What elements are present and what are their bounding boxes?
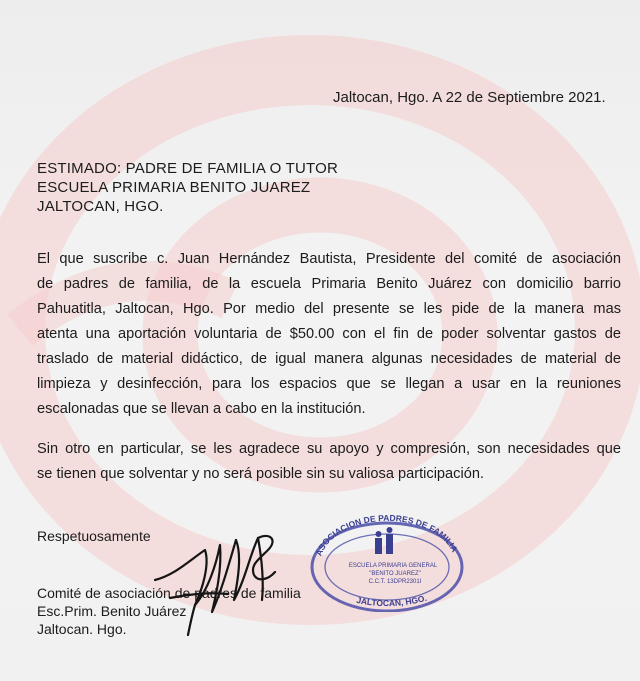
body-line-1: El que suscribe c. Juan Hernández Bautista, Presidente del comité de asociación bbox=[37, 251, 621, 267]
addressee-line-3: JALTOCAN, HGO. bbox=[37, 198, 164, 215]
stamp-line-2: "BENITO JUAREZ" bbox=[369, 571, 421, 577]
signature-block-line-1: Comité de asociación de padres de familia bbox=[37, 585, 301, 601]
body-line-9: se tienen que solventar y no será posible sin su valiosa participación. bbox=[37, 466, 484, 482]
handwritten-signature bbox=[150, 520, 290, 640]
date-line: Jaltocan, Hgo. A 22 de Septiembre 2021. bbox=[333, 89, 606, 106]
stamp-emblem-icon bbox=[375, 527, 393, 554]
stamp-line-1: ESCUELA PRIMARIA GENERAL bbox=[348, 563, 438, 569]
stamp-line-3: C.C.T. 13DPR2301I bbox=[368, 579, 422, 585]
stamp-bottom-arc: JALTOCAN, HGO. bbox=[355, 592, 428, 609]
signature-block-line-2: Esc.Prim. Benito Juárez bbox=[37, 603, 187, 619]
body-line-8: Sin otro en particular, se les agradece su apoyo y compresión, son necesidades que bbox=[37, 441, 621, 457]
addressee-line-1: ESTIMADO: PADRE DE FAMILIA O TUTOR bbox=[37, 160, 339, 177]
body-line-4: atenta una aportación voluntaria de $50.00 con el fin de poder solventar gastos de bbox=[37, 326, 621, 342]
addressee-line-2: ESCUELA PRIMARIA BENITO JUAREZ bbox=[37, 179, 311, 196]
body-line-2: de padres de familia, de la escuela Primaria Benito Juárez con domicilio barrio bbox=[37, 276, 621, 292]
body-line-7: escalonadas que se llevan a cabo en la institución. bbox=[37, 401, 366, 417]
body-line-3: Pahuatitla, Jaltocan, Hgo. Por medio del presente se les pide de la manera mas bbox=[37, 301, 621, 317]
body-line-5: traslado de material didáctico, de igual manera algunas necesidades de material de bbox=[37, 351, 621, 367]
closing-text: Respetuosamente bbox=[37, 528, 151, 544]
signature-block-line-3: Jaltocan. Hgo. bbox=[37, 621, 127, 637]
school-stamp bbox=[305, 512, 465, 612]
svg-text:JALTOCAN, HGO. bbox=[356, 593, 428, 608]
body-line-6: limpieza y desinfección, para los espacios que se llegan a usar en la reuniones bbox=[37, 376, 621, 392]
stamp-top-arc: ASOCIACION DE PADRES DE FAMILIA bbox=[313, 512, 460, 558]
